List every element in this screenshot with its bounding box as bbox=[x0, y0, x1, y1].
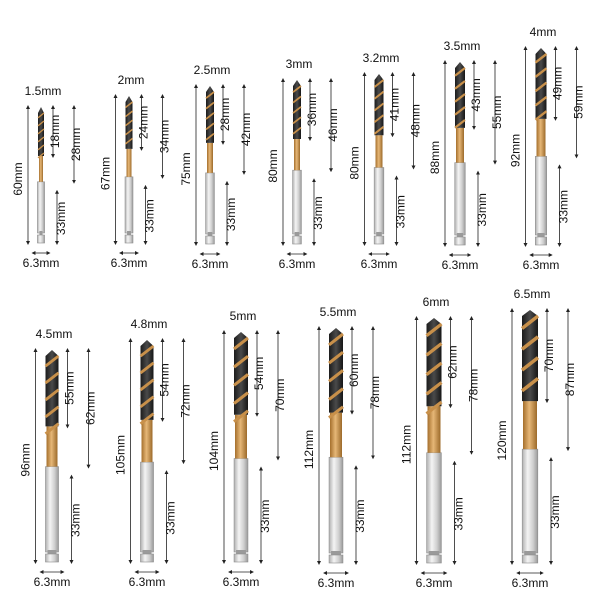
total-length-label: 67mm bbox=[98, 156, 113, 191]
shank-width-label: 6.3mm bbox=[415, 576, 453, 590]
tip-length-label: 28mm bbox=[69, 127, 83, 162]
gold-body bbox=[294, 139, 300, 170]
tip-length-label: 70mm bbox=[273, 378, 287, 412]
total-length-label: 75mm bbox=[179, 152, 193, 186]
shank-length-label: 33mm bbox=[548, 495, 562, 529]
shank-width-label: 6.3mm bbox=[511, 576, 549, 590]
drill-bit-13 bbox=[495, 287, 577, 590]
drill-bit-10 bbox=[207, 309, 287, 589]
hex-shank bbox=[455, 163, 466, 235]
gold-body bbox=[207, 143, 213, 173]
tip-length-label: 62mm bbox=[83, 391, 98, 425]
shank-end bbox=[293, 236, 302, 244]
shank-width-label: 6.3mm bbox=[360, 257, 398, 271]
shank-end bbox=[206, 236, 215, 244]
hex-shank bbox=[535, 156, 546, 235]
gold-body bbox=[523, 401, 537, 449]
flute-length-label: 60mm bbox=[347, 353, 361, 387]
shank-groove bbox=[295, 232, 300, 236]
diameter-label: 6mm bbox=[422, 295, 450, 309]
shank-length-label: 33mm bbox=[451, 497, 466, 531]
total-length-label: 80mm bbox=[266, 149, 280, 183]
total-length-label: 104mm bbox=[207, 430, 221, 472]
diameter-label: 5.5mm bbox=[319, 305, 357, 319]
shank-end bbox=[125, 235, 133, 243]
shank-length-label: 33mm bbox=[353, 499, 367, 533]
gold-body bbox=[127, 149, 132, 177]
shank-end bbox=[329, 555, 343, 563]
drill-bit-5 bbox=[348, 51, 423, 271]
gold-body bbox=[142, 420, 153, 462]
shank-groove bbox=[537, 233, 544, 237]
shank-width-label: 6.3mm bbox=[222, 575, 260, 589]
shank-groove bbox=[236, 550, 246, 554]
drill-bit-11 bbox=[302, 305, 382, 590]
shank-length-label: 33mm bbox=[54, 201, 68, 236]
gold-body bbox=[330, 413, 342, 458]
shank-groove bbox=[524, 551, 536, 555]
shank-end bbox=[45, 554, 58, 562]
tip-length-label: 42mm bbox=[239, 112, 253, 147]
hex-shank bbox=[234, 459, 248, 553]
shank-groove bbox=[457, 233, 464, 237]
shank-width-label: 6.3mm bbox=[191, 257, 229, 271]
shank-length-label: 33mm bbox=[224, 197, 238, 232]
shank-length-label: 33mm bbox=[393, 195, 408, 229]
hex-shank bbox=[329, 457, 343, 553]
total-length-label: 92mm bbox=[508, 133, 523, 168]
shank-end bbox=[522, 555, 538, 563]
total-length-label: 112mm bbox=[302, 429, 316, 470]
shank-groove bbox=[429, 551, 440, 555]
shank-groove bbox=[331, 551, 341, 555]
flute-length-label: 55mm bbox=[62, 371, 77, 405]
shank-length-label: 33mm bbox=[556, 190, 571, 224]
diameter-label: 3mm bbox=[285, 57, 313, 71]
shank-end bbox=[374, 236, 384, 244]
total-length-label: 96mm bbox=[18, 443, 33, 477]
tip-length-label: 87mm bbox=[563, 362, 577, 397]
shank-groove bbox=[47, 550, 56, 554]
tip-length-label: 78mm bbox=[466, 368, 481, 403]
diameter-label: 1.5mm bbox=[24, 84, 62, 98]
flute-length-label: 36mm bbox=[305, 92, 319, 127]
drill-bit-3 bbox=[179, 63, 253, 271]
tip-length-label: 78mm bbox=[368, 375, 382, 410]
flute-length-label: 54mm bbox=[252, 356, 266, 391]
shank-groove bbox=[127, 231, 131, 235]
shank-end bbox=[427, 555, 442, 563]
hex-shank bbox=[427, 453, 442, 553]
drill-bit-1 bbox=[11, 84, 83, 270]
flute-length-label: 62mm bbox=[445, 345, 460, 379]
diameter-label: 4.8mm bbox=[130, 317, 168, 331]
diameter-label: 2mm bbox=[117, 73, 145, 87]
shank-width-label: 6.3mm bbox=[128, 575, 166, 589]
shank-length-label: 33mm bbox=[311, 196, 325, 230]
diameter-label: 2.5mm bbox=[193, 63, 231, 77]
total-length-label: 105mm bbox=[113, 434, 128, 476]
shank-width-label: 6.3mm bbox=[33, 575, 71, 589]
flute-length-label: 43mm bbox=[469, 78, 483, 112]
total-length-label: 88mm bbox=[428, 140, 442, 175]
gold-body bbox=[376, 135, 383, 167]
flute-length-label: 70mm bbox=[542, 338, 556, 373]
shank-width-label: 6.3mm bbox=[22, 256, 60, 270]
hex-shank bbox=[374, 168, 384, 235]
shank-width-label: 6.3mm bbox=[441, 258, 479, 272]
shank-width-label: 6.3mm bbox=[110, 256, 148, 270]
shank-length-label: 33mm bbox=[163, 501, 178, 535]
total-length-label: 120mm bbox=[495, 420, 509, 461]
total-length-label: 80mm bbox=[347, 146, 362, 180]
drill-bit-9 bbox=[114, 317, 193, 589]
gold-body bbox=[456, 128, 464, 163]
shank-end bbox=[37, 235, 44, 243]
tip-length-label: 55mm bbox=[490, 95, 504, 129]
diameter-label: 6.5mm bbox=[513, 287, 551, 301]
shank-width-label: 6.3mm bbox=[317, 576, 355, 590]
drill-bit-4 bbox=[266, 57, 340, 271]
hex-shank bbox=[206, 173, 215, 234]
flute-length-label: 24mm bbox=[136, 105, 151, 140]
hex-shank bbox=[522, 449, 538, 553]
shank-width-label: 6.3mm bbox=[522, 258, 560, 272]
tip-length-label: 48mm bbox=[408, 104, 423, 138]
shank-end bbox=[455, 237, 466, 245]
drill-bit-8 bbox=[19, 327, 98, 589]
flute-length-label: 18mm bbox=[48, 114, 62, 149]
tip-length-label: 46mm bbox=[326, 108, 340, 142]
diameter-label: 3.5mm bbox=[443, 39, 481, 53]
drill-bit-12 bbox=[400, 295, 481, 590]
shank-length-label: 33mm bbox=[475, 193, 489, 227]
tip-length-label: 72mm bbox=[178, 384, 193, 418]
flute-length-label: 54mm bbox=[157, 363, 172, 397]
diameter-label: 4.5mm bbox=[35, 327, 73, 341]
shank-length-label: 33mm bbox=[258, 499, 272, 533]
tip-length-label: 59mm bbox=[571, 85, 586, 119]
hex-shank bbox=[125, 177, 133, 233]
flute-length-label: 28mm bbox=[218, 97, 232, 132]
drill-bit-2 bbox=[99, 73, 172, 270]
diameter-label: 4mm bbox=[529, 25, 557, 39]
flute-length-label: 41mm bbox=[387, 87, 402, 122]
shank-groove bbox=[376, 232, 382, 236]
hex-shank bbox=[45, 467, 58, 552]
diameter-label: 5mm bbox=[229, 309, 257, 323]
shank-end bbox=[234, 554, 248, 562]
gold-body bbox=[39, 156, 43, 182]
shank-groove bbox=[208, 232, 213, 236]
shank-groove bbox=[142, 550, 151, 554]
hex-shank bbox=[140, 462, 153, 552]
tip-length-label: 34mm bbox=[157, 119, 172, 154]
flute-length-label: 49mm bbox=[550, 66, 565, 101]
shank-length-label: 33mm bbox=[68, 503, 83, 537]
total-length-label: 60mm bbox=[11, 162, 25, 196]
shank-width-label: 6.3mm bbox=[278, 257, 316, 271]
total-length-label: 112mm bbox=[399, 424, 414, 465]
gold-body bbox=[537, 119, 546, 156]
drill-bit-6 bbox=[428, 39, 504, 272]
hex-shank bbox=[293, 170, 302, 234]
drill-bit-7 bbox=[509, 25, 586, 272]
shank-end bbox=[535, 237, 546, 245]
shank-end bbox=[140, 554, 153, 562]
diameter-label: 3.2mm bbox=[362, 51, 400, 65]
hex-shank bbox=[37, 182, 44, 233]
shank-length-label: 33mm bbox=[142, 199, 157, 233]
shank-groove bbox=[39, 231, 42, 235]
